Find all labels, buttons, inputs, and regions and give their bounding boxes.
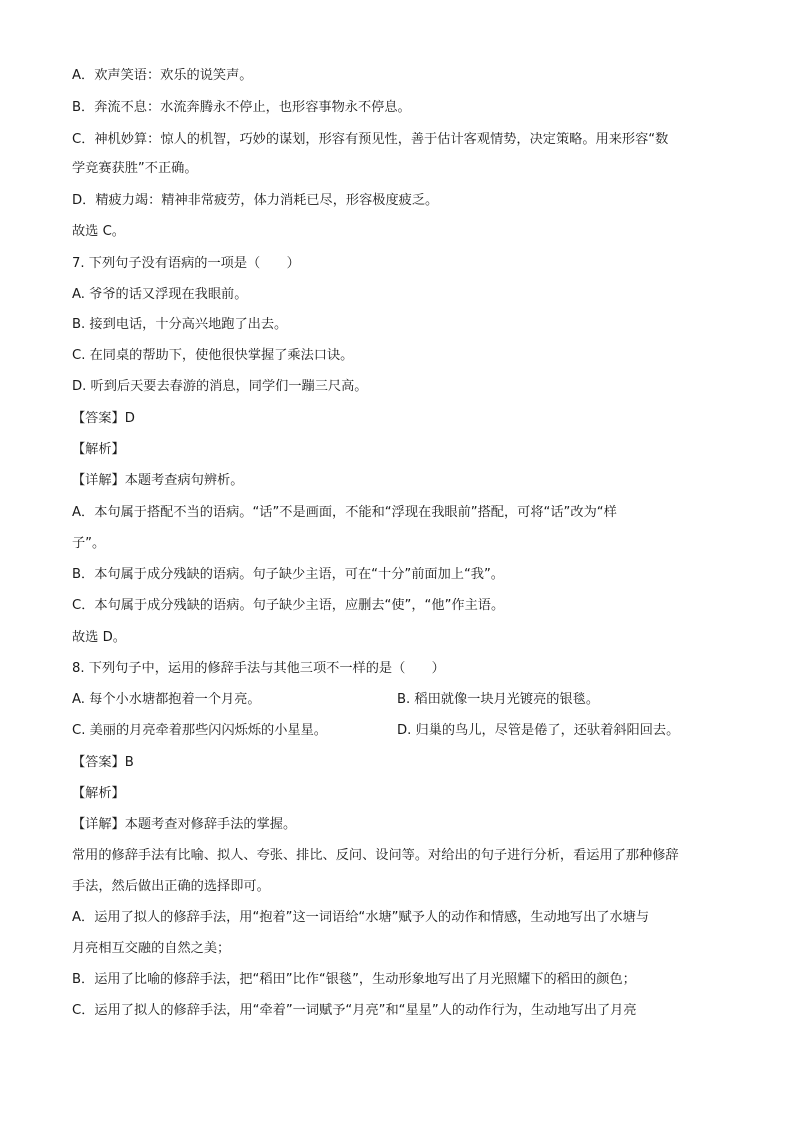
option-a: A. 每个小水塘都抱着一个月亮。 — [72, 692, 261, 707]
text-line: B．奔流不息：水流奔腾永不停止，也形容事物永不停息。 — [72, 100, 411, 115]
text-line: 故选 D。 — [72, 630, 126, 645]
text-line: 手法，然后做出正确的选择即可。 — [72, 879, 270, 894]
answer-label: 【答案】B — [72, 755, 134, 770]
analysis-label: 【解析】 — [72, 786, 125, 801]
option-d: D. 听到后天要去春游的消息，同学们一蹦三尺高。 — [72, 379, 368, 394]
text-line: A．本句属于搭配不当的语病。“话”不是画面，不能和“浮现在我眼前”搭配，可将“话”改为“样 — [72, 505, 617, 520]
text-line: 学竞赛获胜”不正确。 — [72, 161, 198, 176]
text-line: 常用的修辞手法有比喻、拟人、夸张、排比、反问、设问等。对给出的句子进行分析，看运用了那种修辞 — [72, 848, 679, 863]
answer-label: 【答案】D — [72, 411, 135, 426]
detail-text: 【详解】本题考查对修辞手法的掌握。 — [72, 817, 297, 832]
option-b: B. 接到电话，十分高兴地跑了出去。 — [72, 317, 288, 332]
text-line: A．运用了拟人的修辞手法，用“抱着”这一词语给“水塘”赋予人的动作和情感，生动地写出了水塘与 — [72, 910, 650, 925]
text-line: A．欢声笑语：欢乐的说笑声。 — [72, 68, 253, 83]
text-line: B．运用了比喻的修辞手法，把“稻田”比作“银毯”，生动形象地写出了月光照耀下的稻田的颜色； — [72, 972, 636, 987]
text-line: B．本句属于成分残缺的语病。句子缺少主语，可在“十分”前面加上“我”。 — [72, 567, 504, 582]
option-a: A. 爷爷的话又浮现在我眼前。 — [72, 287, 248, 302]
text-line: C．神机妙算：惊人的机智，巧妙的谋划，形容有预见性，善于估计客观情势，决定策略。用来形容“数 — [72, 132, 669, 147]
detail-text: 【详解】本题考查病句辨析。 — [72, 473, 244, 488]
text-line: D．精疲力竭：精神非常疲劳，体力消耗已尽，形容极度疲乏。 — [72, 193, 439, 208]
question-8-stem: 8. 下列句子中，运用的修辞手法与其他三项不一样的是（ ） — [72, 661, 445, 676]
option-d: D. 归巢的鸟儿，尽管是倦了，还驮着斜阳回去。 — [397, 723, 680, 738]
option-c: C. 美丽的月亮牵着那些闪闪烁烁的小星星。 — [72, 723, 327, 738]
text-line: C．运用了拟人的修辞手法，用“牵着”一词赋予“月亮”和“星星”人的动作行为，生动地写出了月亮 — [72, 1003, 637, 1018]
text-line: C．本句属于成分残缺的语病。句子缺少主语，应删去“使”，“他”作主语。 — [72, 598, 505, 613]
option-b: B. 稻田就像一块月光镀亮的银毯。 — [397, 692, 600, 707]
question-7-stem: 7. 下列句子没有语病的一项是（ ） — [72, 256, 300, 271]
text-line: 故选 C。 — [72, 224, 125, 239]
analysis-label: 【解析】 — [72, 442, 125, 457]
text-line: 子”。 — [72, 536, 106, 551]
option-c: C. 在同桌的帮助下，使他很快掌握了乘法口诀。 — [72, 348, 354, 363]
text-line: 月亮相互交融的自然之美； — [72, 941, 231, 956]
